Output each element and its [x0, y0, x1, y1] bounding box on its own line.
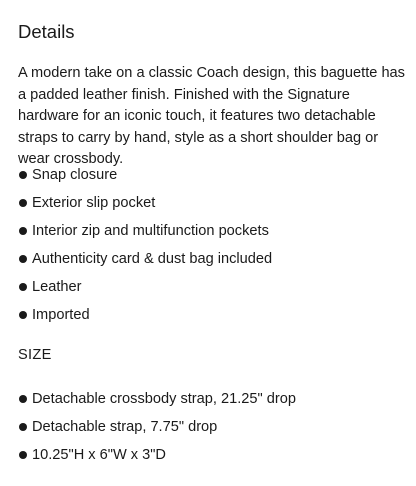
feature-text: Imported	[32, 307, 90, 323]
product-description: A modern take on a classic Coach design, this baguette has a padded leather finish. Finished with the Signature hardware for an iconic touch, it features two detachable straps to carry by hand, style as a short shoulder bag or wear crossbody.	[18, 65, 405, 167]
size-text: 10.25"H x 6"W x 3"D	[32, 447, 166, 463]
bullet-icon	[19, 311, 27, 319]
feature-text: Leather	[32, 279, 82, 295]
list-item	[18, 192, 408, 220]
list-item	[18, 416, 408, 444]
features-list	[18, 164, 408, 332]
feature-text: Snap closure	[32, 167, 118, 183]
feature-text: Authenticity card & dust bag included	[32, 251, 273, 267]
size-heading: SIZE	[18, 347, 52, 363]
feature-text: Exterior slip pocket	[32, 195, 156, 211]
bullet-icon	[19, 451, 27, 459]
bullet-icon	[19, 283, 27, 291]
bullet-icon	[19, 199, 27, 207]
bullet-icon	[19, 227, 27, 235]
list-item	[18, 388, 408, 416]
list-item	[18, 164, 408, 192]
size-text: Detachable crossbody strap, 21.25" drop	[32, 391, 296, 407]
bullet-icon	[19, 395, 27, 403]
feature-text: Interior zip and multifunction pockets	[32, 223, 269, 239]
size-text: Detachable strap, 7.75" drop	[32, 419, 218, 435]
list-item	[18, 304, 408, 332]
list-item	[18, 276, 408, 304]
bullet-icon	[19, 255, 27, 263]
bullet-icon	[19, 171, 27, 179]
list-item	[18, 220, 408, 248]
size-list	[18, 388, 408, 472]
details-heading: Details	[18, 21, 75, 42]
list-item	[18, 444, 408, 472]
bullet-icon	[19, 423, 27, 431]
list-item	[18, 248, 408, 276]
